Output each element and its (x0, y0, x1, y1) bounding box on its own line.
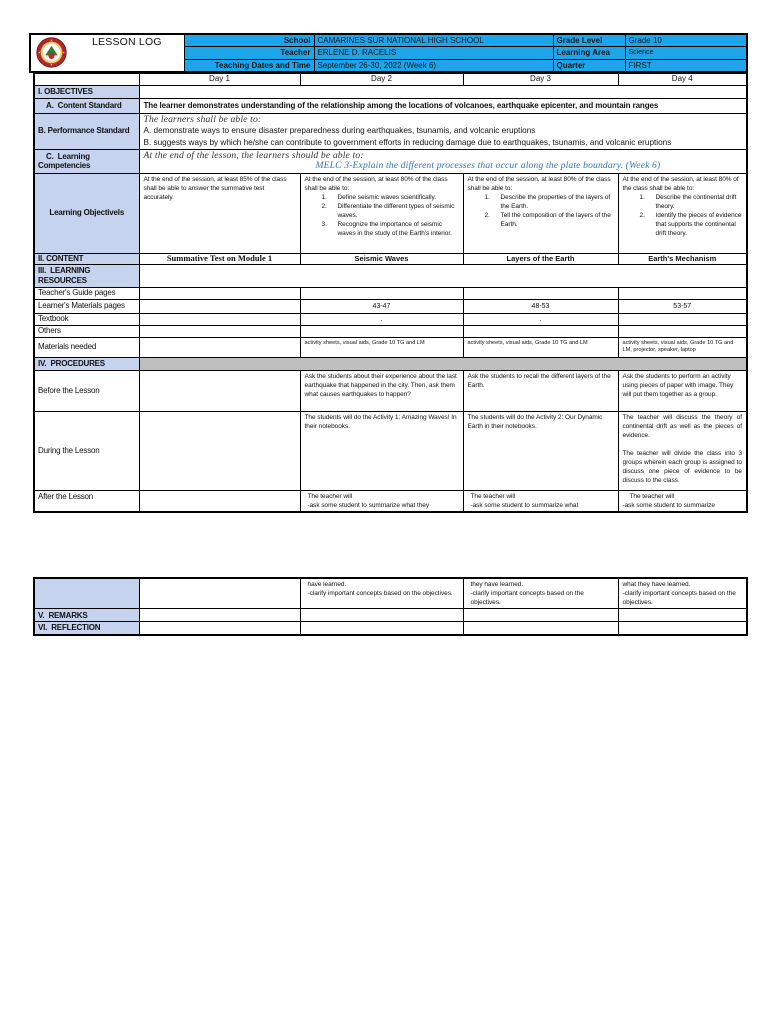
learning-objectives-row (34, 173, 747, 253)
objective-item-number: 2. (639, 211, 645, 219)
header-title-wrap (31, 35, 184, 71)
textbook-label: Textbook (34, 313, 139, 325)
quarter-value: FIRST (625, 59, 747, 72)
before-lesson-day2: Ask the students about their experience about the last earthquake that happened in the city. Then, ask them what causes earthquakes to happen? (300, 370, 463, 411)
objective-intro: At the end of the session, at least 80% of the class shall be able to: (467, 175, 611, 192)
teachers-guide-row (34, 287, 747, 299)
procedures-heading: IV. PROCEDURES (34, 357, 139, 370)
learners-materials-day4: 53-57 (618, 299, 747, 313)
header-row-school (30, 34, 747, 47)
procedures-gray-band (139, 357, 747, 370)
objective-item (623, 193, 743, 211)
melc-text: MELC 3-Explain the different processes that occur along the plate boundary. (Week 6) (315, 160, 661, 171)
objectives-heading: I. OBJECTIVES (34, 85, 139, 98)
procedures-heading-row (34, 357, 747, 370)
objectives-heading-blank (139, 85, 747, 98)
content-day4: Earth's Mechanism (618, 253, 747, 264)
objective-item-number: 1. (484, 193, 490, 201)
learners-materials-label: Learner's Materials pages (34, 299, 139, 313)
objective-item-text: Tell the composition of the layers of the Earth. (500, 211, 611, 228)
after-lesson-continued-label (34, 578, 139, 609)
textbook-day3: . (463, 313, 618, 325)
after-lesson-line: -ask some student to summarize what they (307, 501, 430, 509)
objective-item-text: Define seismic waves scientifically. (337, 193, 436, 201)
after-lesson-continued-day3 (463, 578, 618, 609)
objective-item (468, 211, 614, 229)
after-lesson-continued-row (34, 578, 747, 609)
after-lesson-row (34, 490, 747, 512)
others-day1 (139, 325, 300, 337)
objective-item (468, 193, 614, 211)
objective-item-number: 2. (484, 211, 490, 219)
learners-materials-day2: 43-47 (300, 299, 463, 313)
others-day4 (618, 325, 747, 337)
reflection-label: VI. REFLECTION (34, 622, 139, 635)
learning-objectives-day2 (300, 173, 463, 253)
learning-competencies-label: C. Learning Competencies (34, 149, 139, 173)
materials-row (34, 337, 747, 357)
textbook-day4 (618, 313, 747, 325)
objectives-heading-row (34, 85, 747, 98)
textbook-row (34, 313, 747, 325)
materials-day1 (139, 337, 300, 357)
after-lesson-day3 (463, 490, 618, 512)
performance-standard-item: A. demonstrate ways to ensure disaster preparedness during earthquakes, tsunamis, and volcanic eruptions (143, 126, 536, 136)
after-lesson-line: they have learned. (470, 581, 524, 588)
school-label: School (184, 34, 314, 47)
after-lesson-lead: The teacher will (307, 492, 353, 500)
during-lesson-day4 (618, 411, 747, 490)
reflection-row (34, 622, 747, 635)
teachers-guide-day3 (463, 287, 618, 299)
lesson-log-table-continued (33, 577, 748, 636)
content-day2: Seismic Waves (300, 253, 463, 264)
before-lesson-row (34, 370, 747, 411)
reflection-day2 (300, 622, 463, 635)
after-lesson-label: After the Lesson (34, 490, 139, 512)
others-day3 (463, 325, 618, 337)
day-header: Day 4 (618, 73, 747, 85)
after-lesson-continued-day1 (139, 578, 300, 609)
content-day3: Layers of the Earth (463, 253, 618, 264)
after-lesson-day4 (618, 490, 747, 512)
objective-intro: At the end of the session, at least 85% of the class shall be able to answer the summative test accurately. (143, 175, 287, 201)
after-lesson-line: -clarify important concepts based on the objectives. (622, 590, 736, 607)
day-header: Day 2 (300, 73, 463, 85)
objective-item (305, 202, 459, 220)
remarks-row (34, 609, 747, 622)
before-lesson-day4: Ask the students to perform an activity using pieces of paper with image. They will put them together as a group. (618, 370, 747, 411)
after-lesson-line: -clarify important concepts based on the objectives. (307, 590, 453, 598)
remarks-day1 (139, 609, 300, 622)
learning-objectives-day4 (618, 173, 747, 253)
content-label: II. CONTENT (34, 253, 139, 264)
remarks-label: V. REMARKS (34, 609, 139, 622)
grade-level-label: Grade Level (553, 34, 625, 47)
corner-cell (34, 73, 139, 85)
content-standard-text: The learner demonstrates understanding of the relationship among the locations of volcanoes, earthquake epicenter, and mountain ranges (139, 98, 747, 113)
after-lesson-day1 (139, 490, 300, 512)
learners-materials-day3: 48-53 (463, 299, 618, 313)
objective-item-text: Describe the properties of the layers of the Earth. (500, 193, 611, 210)
during-lesson-paragraph: The teacher will divide the class into 3 groups wherein each group is assigned to discuss one piece of evidence to be discuss to the class. (622, 449, 742, 485)
content-standard-row (34, 98, 747, 113)
learning-resources-heading: III. LEARNING RESOURCES (34, 264, 139, 287)
objective-item (623, 211, 743, 238)
learning-objectives-label: Learning Objectivels (34, 173, 139, 253)
learning-objectives-day1 (139, 173, 300, 253)
day-header: Day 3 (463, 73, 618, 85)
before-lesson-label: Before the Lesson (34, 370, 139, 411)
performance-standard-intro: The learners shall be able to: (143, 113, 262, 125)
school-value: CAMARINES SUR NATIONAL HIGH SCHOOL (314, 34, 553, 47)
after-lesson-day2 (300, 490, 463, 512)
objective-intro: At the end of the session, at least 80% of the class shall be able to: (622, 175, 739, 192)
textbook-day2: . (300, 313, 463, 325)
content-day1: Summative Test on Module 1 (139, 253, 300, 264)
teachers-guide-day4 (618, 287, 747, 299)
objective-item-number: 1. (321, 193, 327, 201)
teaching-dates-value: September 26-30, 2022 (Week 6) (314, 59, 553, 72)
materials-day3: activity sheets, visual aids, Grade 10 TG and LM (463, 337, 618, 357)
objective-item-text: Recognize the importance of seismic waves in the study of the Earth's interior. (337, 220, 452, 238)
learning-area-label: Learning Area (553, 47, 625, 60)
performance-standard-cell (139, 113, 747, 149)
after-lesson-lead: The teacher will (629, 492, 675, 500)
after-lesson-line: -ask some student to summarize (622, 501, 715, 509)
materials-day4: activity sheets, visual aids, Grade 10 TG and LM, projector, speaker, laptop (618, 337, 747, 357)
learning-resources-row (34, 264, 747, 287)
objective-item (305, 193, 459, 202)
after-lesson-line: what they have learned. (622, 581, 691, 588)
teacher-value: ERLENE D. RACELIS (314, 47, 553, 60)
others-row (34, 325, 747, 337)
during-lesson-day2: The students will do the Activity 1: Amazing Waves! In their notebooks. (300, 411, 463, 490)
reflection-day4 (618, 622, 747, 635)
during-lesson-paragraph: The teacher will discuss the theory of continental drift as well as the pieces of evidence. (622, 413, 742, 439)
remarks-day4 (618, 609, 747, 622)
after-lesson-line: -clarify important concepts based on the objectives. (470, 590, 584, 607)
performance-standard-row (34, 113, 747, 149)
learning-area-value: Science (625, 47, 747, 60)
materials-day2: activity sheets, visual aids, Grade 10 TG and LM (300, 337, 463, 357)
grade-level-value: Grade 10 (625, 34, 747, 47)
after-lesson-line: -ask some student to summarize what (470, 501, 579, 509)
day-header-row (34, 73, 747, 85)
reflection-day1 (139, 622, 300, 635)
remarks-day2 (300, 609, 463, 622)
objective-item-number: 1. (639, 193, 645, 201)
learning-objectives-day3 (463, 173, 618, 253)
others-day2 (300, 325, 463, 337)
after-lesson-lead: The teacher will (470, 492, 516, 500)
textbook-day1 (139, 313, 300, 325)
teacher-label: Teacher (184, 47, 314, 60)
objective-item (305, 220, 459, 238)
remarks-day3 (463, 609, 618, 622)
learners-materials-row (34, 299, 747, 313)
reflection-day3 (463, 622, 618, 635)
lesson-log-table (33, 72, 748, 513)
teachers-guide-day2 (300, 287, 463, 299)
others-label: Others (34, 325, 139, 337)
content-row (34, 253, 747, 264)
after-lesson-continued-day2 (300, 578, 463, 609)
objective-item-text: Identify the pieces of evidence that supports the continental drift theory. (655, 211, 742, 238)
objective-item-number: 2. (321, 202, 327, 210)
quarter-label: Quarter (553, 59, 625, 72)
during-lesson-row (34, 411, 747, 490)
objective-item-text: Differentiate the different types of seismic waves. (337, 202, 455, 219)
performance-standard-label: B. Performance Standard (34, 113, 139, 149)
lesson-log-title: LESSON LOG (92, 36, 162, 48)
learning-resources-blank (139, 264, 747, 287)
teaching-dates-label: Teaching Dates and Time (184, 59, 314, 72)
before-lesson-day1 (139, 370, 300, 411)
school-seal-icon (36, 37, 67, 68)
content-standard-label: A. Content Standard (34, 98, 139, 113)
during-lesson-day3: The students will do the Activity 2: Our Dynamic Earth in their notebooks. (463, 411, 618, 490)
teachers-guide-label: Teacher's Guide pages (34, 287, 139, 299)
performance-standard-item: B. suggests ways by which he/she can contribute to government efforts in reducing damage due to earthquakes, tsunamis, and volcanic eruptions (143, 137, 672, 147)
learning-competencies-row (34, 149, 747, 173)
learners-materials-day1 (139, 299, 300, 313)
during-lesson-label: During the Lesson (34, 411, 139, 490)
after-lesson-continued-day4 (618, 578, 747, 609)
header-title-cell (30, 34, 184, 72)
learning-competencies-intro: At the end of the lesson, the learners should be able to: (143, 149, 364, 161)
objective-item-text: Describe the continental drift theory. (655, 193, 737, 210)
day-header: Day 1 (139, 73, 300, 85)
after-lesson-line: have learned. (307, 581, 347, 588)
objective-intro: At the end of the session, at least 80% of the class shall be able to: (304, 175, 448, 192)
during-lesson-day1 (139, 411, 300, 490)
before-lesson-day3: Ask the students to recall the different layers of the Earth. (463, 370, 618, 411)
materials-label: Materials needed (34, 337, 139, 357)
learning-competencies-cell (139, 149, 747, 173)
objective-item-number: 3. (321, 220, 327, 228)
header-table (29, 33, 748, 73)
teachers-guide-day1 (139, 287, 300, 299)
